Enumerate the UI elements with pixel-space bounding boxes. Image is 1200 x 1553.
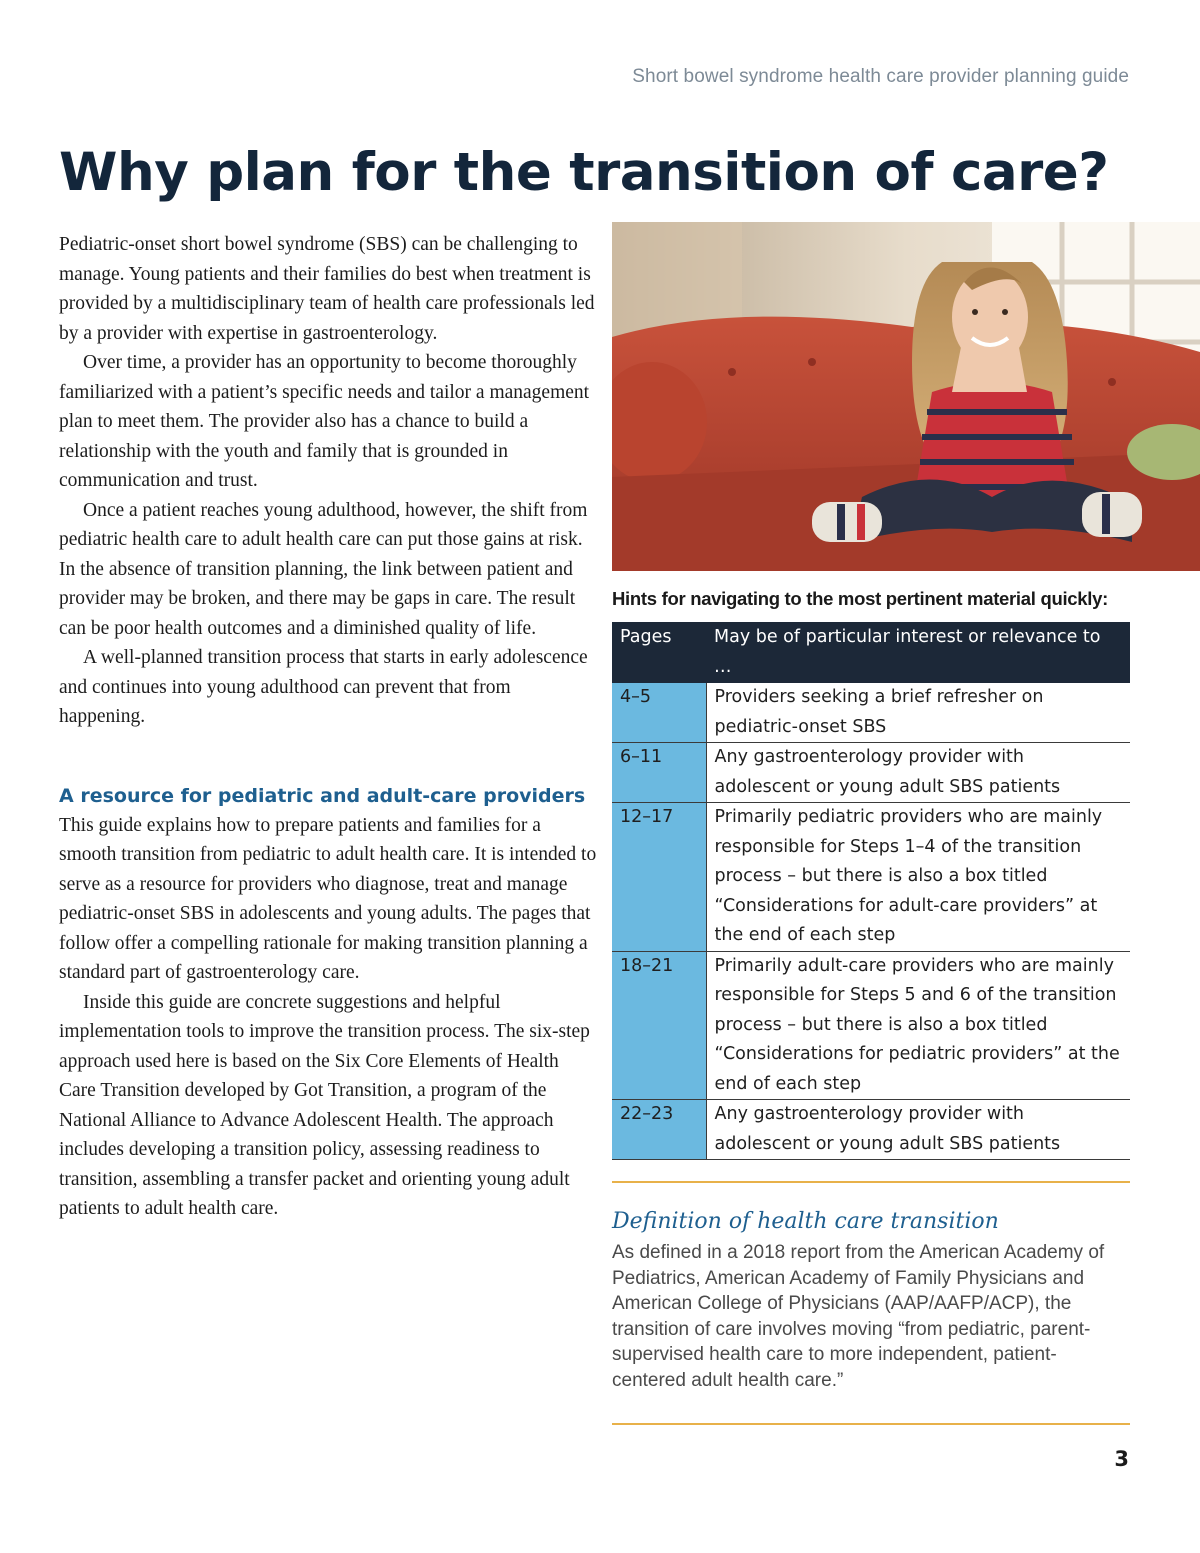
table-row xyxy=(612,743,1130,803)
table-row xyxy=(612,803,1130,952)
table-cell-audience: Any gastroenterology provider with adolescent or young adult SBS patients xyxy=(706,743,1130,803)
table-cell-audience: Providers seeking a brief refresher on pediatric-onset SBS xyxy=(706,683,1130,743)
running-head: Short bowel syndrome health care provider planning guide xyxy=(632,66,1129,87)
table-cell-pages: 12–17 xyxy=(612,803,706,952)
hints-table xyxy=(612,622,1130,1160)
resource-paragraph-1: This guide explains how to prepare patients and families for a smooth transition from pediatric to adult health care. It is intended to serve as a resource for providers who diagnose, treat and manage pediatric-onset SBS in adolescents and young adults. The pages that follow offer a compelling rationale for making transition planning a standard part of gastroenterology care. xyxy=(59,814,597,983)
photo-teen-on-couch xyxy=(612,222,1200,571)
definition-body: As defined in a 2018 report from the American Academy of Pediatrics, American Academy of Family Physicians and American College of Physicians (AAP/AAFP/ACP), the transition of care involves moving “from pediatric, parent-supervised health care to more independent, patient-centered adult health care.” xyxy=(612,1242,1105,1391)
main-text-column xyxy=(59,230,599,1224)
hints-label: Hints for navigating to the most pertinent material quickly: xyxy=(612,588,1108,609)
table-header-row xyxy=(612,622,1130,683)
table-cell-pages: 18–21 xyxy=(612,951,706,1100)
table-row xyxy=(612,683,1130,743)
table-row xyxy=(612,1100,1130,1160)
table-cell-audience: Primarily pediatric providers who are mainly responsible for Steps 1–4 of the transition process – but there is also a box titled “Considerations for adult-care providers” at the end of each step xyxy=(706,803,1130,952)
table-cell-pages: 6–11 xyxy=(612,743,706,803)
resource-heading: A resource for pediatric and adult-care providers xyxy=(59,784,586,807)
table-cell-pages: 22–23 xyxy=(612,1100,706,1160)
resource-paragraph-2: Inside this guide are concrete suggestions and helpful implementation tools to improve the transition process. The six-step approach used here is based on the Six Core Elements of Health Care Transition developed by Got Transition, a program of the National Alliance to Advance Adolescent Health. The approach includes developing a transition policy, assessing readiness to transition, assembling a transfer packet and orienting young adult patients to adult health care. xyxy=(59,991,590,1219)
table-row xyxy=(612,951,1130,1100)
column-header-audience: May be of particular interest or relevance to … xyxy=(706,622,1130,683)
intro-paragraph-3: Once a patient reaches young adulthood, however, the shift from pediatric health care to adult health care can put those gains at risk. In the absence of transition planning, the link between patient and provider may be broken, and there may be gaps in care. The result can be poor health outcomes and a diminished quality of life. xyxy=(59,499,588,639)
table-cell-pages: 4–5 xyxy=(612,683,706,743)
section-spacer xyxy=(59,732,599,781)
definition-box xyxy=(612,1181,1130,1425)
intro-paragraph-2: Over time, a provider has an opportunity to become thoroughly familiarized with a patient’s specific needs and tailor a management plan to meet them. The provider also has a chance to build a relationship with the youth and family that is grounded in communication and trust. xyxy=(59,352,590,491)
page-number: 3 xyxy=(1114,1447,1129,1471)
photo-illustration xyxy=(612,222,1200,571)
table-cell-audience: Primarily adult-care providers who are mainly responsible for Steps 5 and 6 of the transition process – but there is also a box titled “Considerations for pediatric providers” at the end of each step xyxy=(706,951,1130,1100)
intro-paragraph-4: A well-planned transition process that starts in early adolescence and continues into young adulthood can prevent that from happening. xyxy=(59,647,588,727)
column-header-pages: Pages xyxy=(612,622,706,683)
page-title: Why plan for the transition of care? xyxy=(59,142,1109,203)
definition-title: Definition of health care transition xyxy=(612,1209,999,1234)
table-cell-audience: Any gastroenterology provider with adolescent or young adult SBS patients xyxy=(706,1100,1130,1160)
intro-paragraph-1: Pediatric-onset short bowel syndrome (SBS) can be challenging to manage. Young patients and their families do best when treatment is provided by a multidisciplinary team of health care professionals led by a provider with expertise in gastroenterology. xyxy=(59,234,595,344)
